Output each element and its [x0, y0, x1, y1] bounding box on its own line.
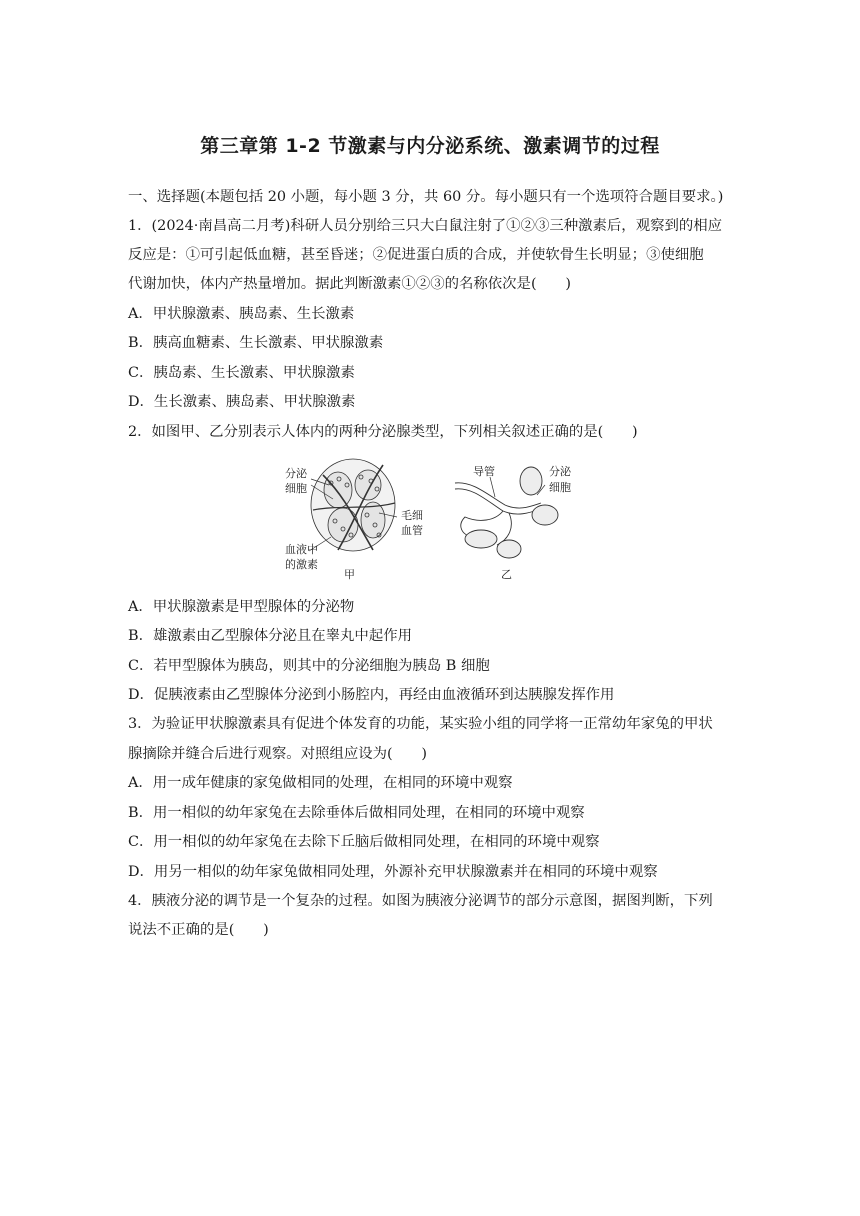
option-d: D．生长激素、胰岛素、甲状腺激素 — [128, 394, 356, 410]
gland-figure — [283, 455, 593, 585]
figure-label: 细胞 — [285, 482, 307, 495]
option-b: B．胰高血糖素、生长激素、甲状腺激素 — [128, 335, 384, 351]
question-stem-line: 1．(2024·南昌高二月考)科研人员分别给三只大白鼠注射了①②③三种激素后，观察到的相应 — [128, 218, 723, 234]
question-stem-line: 3．为验证甲状腺激素具有促进个体发育的功能，某实验小组的同学将一正常幼年家兔的甲状 — [128, 716, 713, 732]
question-stem-line: 反应是：①可引起低血糖，甚至昏迷；②促进蛋白质的合成，并使软骨生长明显；③使细胞 — [128, 247, 704, 263]
figure-label: 分泌 — [549, 465, 571, 478]
figure-label: 细胞 — [549, 481, 571, 494]
option-c: C．若甲型腺体为胰岛，则其中的分泌细胞为胰岛 B 细胞 — [128, 658, 490, 674]
exocrine-gland-drawing — [455, 467, 558, 558]
question-stem-line: 2．如图甲、乙分别表示人体内的两种分泌腺类型，下列相关叙述正确的是( ) — [128, 424, 638, 440]
page-title: 第三章第 1-2 节激素与内分泌系统、激素调节的过程 — [200, 135, 660, 157]
question-stem-line: 代谢加快，体内产热量增加。据此判断激素①②③的名称依次是( ) — [128, 276, 571, 292]
option-a: A．用一成年健康的家兔做相同的处理，在相同的环境中观察 — [128, 775, 513, 791]
option-d: D．促胰液素由乙型腺体分泌到小肠腔内，再经由血液循环到达胰腺发挥作用 — [128, 687, 615, 703]
figure-label: 甲 — [344, 568, 355, 581]
option-d: D．用另一相似的幼年家兔做相同处理，外源补充甲状腺激素并在相同的环境中观察 — [128, 864, 658, 880]
figure-label: 乙 — [501, 568, 512, 581]
option-c: C．用一相似的幼年家兔在去除下丘脑后做相同处理，在相同的环境中观察 — [128, 834, 600, 850]
option-c: C．胰岛素、生长激素、甲状腺激素 — [128, 365, 355, 381]
option-a: A．甲状腺激素、胰岛素、生长激素 — [128, 306, 355, 322]
figure-label: 血液中 — [285, 543, 318, 556]
question-stem-line: 腺摘除并缝合后进行观察。对照组应设为( ) — [128, 746, 428, 762]
figure-label: 毛细 — [401, 509, 423, 522]
section-heading: 一、选择题(本题包括 20 小题，每小题 3 分，共 60 分。每小题只有一个选项符合题目要求。) — [128, 189, 724, 205]
option-a: A．甲状腺激素是甲型腺体的分泌物 — [128, 599, 355, 615]
figure-label: 的激素 — [285, 558, 318, 571]
figure-label: 分泌 — [285, 467, 307, 480]
option-b: B．用一相似的幼年家兔在去除垂体后做相同处理，在相同的环境中观察 — [128, 805, 585, 821]
question-stem-line: 4．胰液分泌的调节是一个复杂的过程。如图为胰液分泌调节的部分示意图，据图判断，下列 — [128, 893, 713, 909]
figure-label: 导管 — [473, 465, 495, 478]
figure-label: 血管 — [401, 524, 423, 537]
endocrine-gland-drawing — [309, 459, 397, 551]
question-stem-line: 说法不正确的是( ) — [128, 922, 269, 938]
option-b: B．雄激素由乙型腺体分泌且在睾丸中起作用 — [128, 628, 412, 644]
